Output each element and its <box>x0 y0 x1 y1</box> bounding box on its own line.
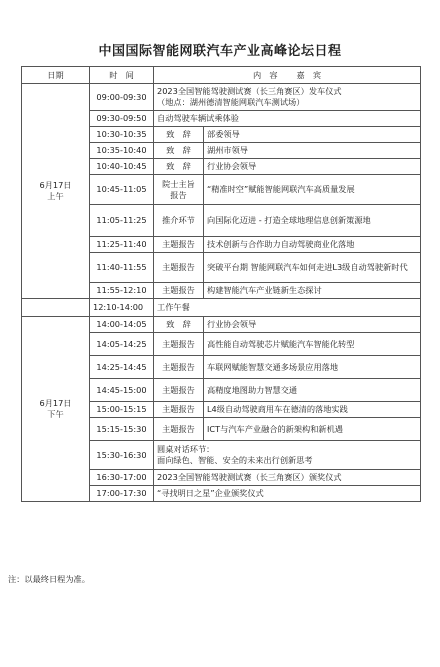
morning-date-cell: 6月17日 上午 <box>22 84 90 299</box>
content-cell: ICT与汽车产业融合的新架构和新机遇 <box>204 418 421 441</box>
type-cell: 主题报告 <box>154 253 204 283</box>
type-cell: 主题报告 <box>154 418 204 441</box>
type-cell: 主题报告 <box>154 356 204 379</box>
time-cell: 15:30-16:30 <box>90 441 154 470</box>
content-cell: 自动驾驶车辆试乘体验 <box>154 111 421 127</box>
content-cell: 高精度地图助力智慧交通 <box>204 379 421 402</box>
time-cell: 14:00-14:05 <box>90 317 154 333</box>
table-row <box>22 84 421 111</box>
content-cell: 2023全国智能驾驶测试赛（长三角赛区）颁奖仪式 <box>154 470 421 486</box>
time-cell: 11:25-11:40 <box>90 237 154 253</box>
table-header-row <box>22 67 421 84</box>
time-cell: 09:30-09:50 <box>90 111 154 127</box>
content-cell: 湖州市领导 <box>204 143 421 159</box>
time-cell: 17:00-17:30 <box>90 486 154 502</box>
type-cell: 主题报告 <box>154 402 204 418</box>
type-cell: 致 辞 <box>154 143 204 159</box>
time-cell: 10:35-10:40 <box>90 143 154 159</box>
content-cell: 车联网赋能智慧交通多场景应用落地 <box>204 356 421 379</box>
content-cell: 行业协会领导 <box>204 159 421 175</box>
content-cell: 部委领导 <box>204 127 421 143</box>
content-cell: “精准时空”赋能智能网联汽车高质量发展 <box>204 175 421 205</box>
type-cell: 主题报告 <box>154 283 204 299</box>
header-type: 内 容 <box>252 69 278 80</box>
time-cell: 14:25-14:45 <box>90 356 154 379</box>
type-cell: 推介环节 <box>154 205 204 237</box>
type-cell: 致 辞 <box>154 317 204 333</box>
time-cell: 11:55-12:10 <box>90 283 154 299</box>
content-cell: 工作午餐 <box>154 299 421 317</box>
time-cell: 10:40-10:45 <box>90 159 154 175</box>
schedule-table <box>21 66 421 502</box>
time-cell: 14:45-15:00 <box>90 379 154 402</box>
content-cell: L4级自动驾驶商用车在德清的落地实践 <box>204 402 421 418</box>
header-time: 时 间 <box>90 67 154 84</box>
content-cell: 高性能自动驾驶芯片赋能汽车智能化转型 <box>204 333 421 356</box>
table-row-lunch <box>22 299 421 317</box>
content-cell: 突破平台期 智能网联汽车如何走进L3级自动驾驶新时代 <box>204 253 421 283</box>
content-cell: 行业协会领导 <box>204 317 421 333</box>
page-title: 中国国际智能网联汽车产业高峰论坛日程 <box>98 44 342 59</box>
time-cell: 10:30-10:35 <box>90 127 154 143</box>
type-cell: 致 辞 <box>154 127 204 143</box>
content-cell: 技术创新与合作助力自动驾驶商业化落地 <box>204 237 421 253</box>
time-cell: 09:00-09:30 <box>90 84 154 111</box>
afternoon-date-cell: 6月17日 下午 <box>22 317 90 502</box>
footnote: 注：以最终日程为准。 <box>8 574 90 584</box>
content-cell: 向国际化迈进 - 打造全球地理信息创新策源地 <box>204 205 421 237</box>
type-cell: 主题报告 <box>154 237 204 253</box>
header-date: 日期 <box>22 67 90 84</box>
time-cell: 15:15-15:30 <box>90 418 154 441</box>
content-cell: “寻找明日之星”企业颁奖仪式 <box>154 486 421 502</box>
content-cell: 圆桌对话环节： 面向绿色、智能、安全的未来出行创新思考 <box>154 441 421 470</box>
time-cell: 16:30-17:00 <box>90 470 154 486</box>
table-row <box>22 317 421 333</box>
time-cell: 15:00-15:15 <box>90 402 154 418</box>
type-cell: 院士主旨 报告 <box>154 175 204 205</box>
time-cell: 10:45-11:05 <box>90 175 154 205</box>
time-cell: 14:05-14:25 <box>90 333 154 356</box>
header-content <box>154 67 421 84</box>
type-cell: 主题报告 <box>154 333 204 356</box>
type-cell: 主题报告 <box>154 379 204 402</box>
header-guest: 嘉 宾 <box>296 69 322 80</box>
time-cell: 11:05-11:25 <box>90 205 154 237</box>
content-cell: 2023全国智能驾驶测试赛（长三角赛区）发车仪式 （地点：湖州德清智能网联汽车测试场） <box>154 84 421 111</box>
content-cell: 构建智能汽车产业链新生态探讨 <box>204 283 421 299</box>
time-cell: 12:10-14:00 <box>90 299 154 317</box>
time-cell: 11:40-11:55 <box>90 253 154 283</box>
lunch-date-cell <box>22 299 90 317</box>
type-cell: 致 辞 <box>154 159 204 175</box>
